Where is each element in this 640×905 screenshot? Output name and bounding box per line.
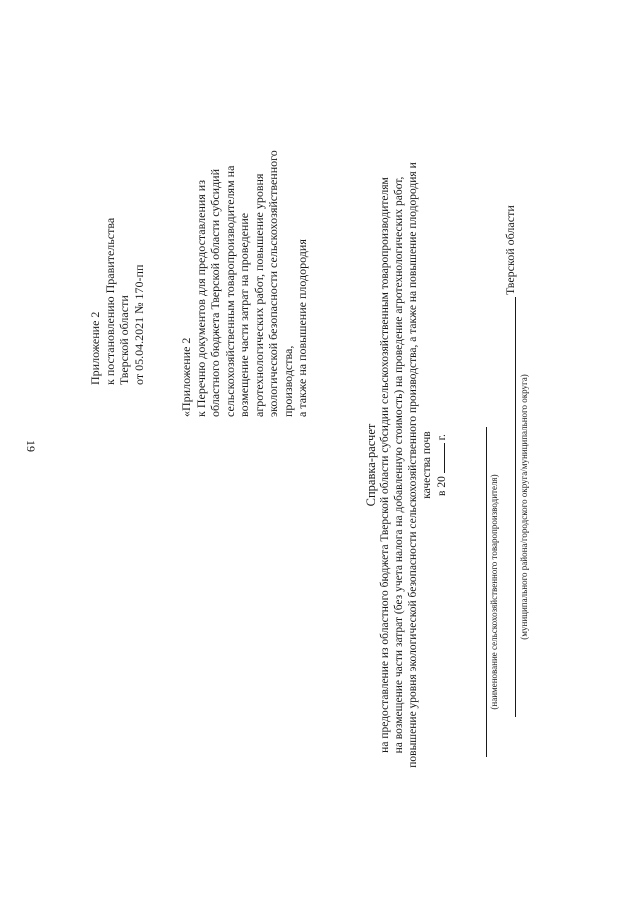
appendix-line: а также на повышение плодородия [295, 239, 309, 417]
header-line: к постановлению Правительства [102, 217, 117, 385]
appendix-line: возмещение части затрат на проведение [237, 212, 251, 417]
district-signature-line [515, 297, 516, 717]
appendix-header [88, 65, 146, 385]
page-number: 19 [24, 440, 38, 452]
appendix-line: к Перечню документов для предоставления из [193, 180, 208, 417]
title-heading: Справка-расчет [364, 423, 378, 507]
year-suffix: г. [436, 434, 448, 441]
region-text: Тверской области [503, 205, 517, 295]
appendix-line: областного бюджета Тверской области субсидий [208, 168, 222, 417]
district-caption: (муниципального района/городского округа/муниципального округа) [519, 374, 529, 640]
appendix-line: агротехнологических работ, повышение уровня [251, 173, 266, 417]
producer-caption: (наименование сельскохозяйственного товаропроизводителя) [489, 474, 499, 710]
title-line: на предоставление из областного бюджета Тверской области субсидии сельскохозяйственным товаропроизводителям [379, 177, 391, 753]
header-line: от 05.04.2021 № 170-пп [131, 264, 146, 385]
year-prefix: в 20 [436, 476, 448, 496]
appendix-line: экологической безопасности сельскохозяйственного [266, 150, 280, 417]
document-title [364, 85, 449, 845]
title-line: на возмещение части затрат (без учета налога на добавленную стоимость) на проведение агротехнологических работ, [393, 176, 405, 754]
header-line: Приложение 2 [88, 311, 102, 385]
year-blank [434, 443, 445, 473]
year-line [434, 85, 449, 845]
title-line: качества почв [421, 431, 433, 499]
title-line: повышение уровня экологической безопасности сельскохозяйственного производства, а также на повышение плодородия и [407, 162, 419, 768]
appendix-line: «Приложение 2 [179, 337, 193, 417]
appendix-line: сельскохозяйственным товаропроизводителям на [222, 165, 237, 417]
appendix-line: производства, [280, 345, 295, 417]
producer-signature-line [486, 427, 487, 757]
header-line: Тверской области [117, 295, 131, 385]
appendix-reference [179, 17, 310, 417]
